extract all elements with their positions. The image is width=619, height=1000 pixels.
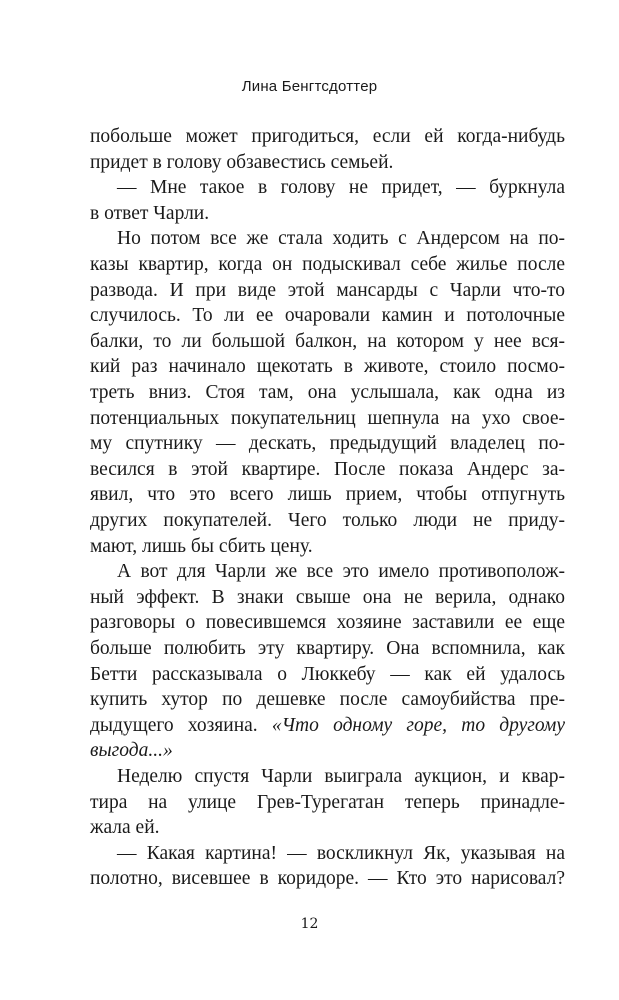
text-line [90, 713, 565, 739]
text-line: случилось. То ли ее очаровали камин и потолочные [90, 305, 565, 327]
text-line: кий раз начинало щекотать в животе, стоило посмо- [90, 356, 565, 378]
text-line: треть вниз. Стоя там, она услышала, как одна из [90, 382, 565, 403]
italic-quote: «Что одному горе, то другому [271, 714, 565, 736]
text-line: в ответ Чарли. [90, 202, 210, 224]
text-line: Неделю спустя Чарли выиграла аукцион, и квар- [117, 766, 565, 787]
text-run: дыдущего хозяина. [90, 714, 272, 736]
text-line: явил, что это всего лишь прием, чтобы отпугнуть [90, 484, 565, 506]
text-line: придет в голову обзавестись семьей. [90, 151, 394, 173]
text-line: других покупателей. Чего только люди не приду- [90, 510, 565, 531]
text-line: разговоры о повесившемся хозяине заставили ее еще [90, 612, 565, 634]
text-line: тира на улице Грев-Турегатан теперь принадле- [90, 791, 565, 813]
text-line: весился в этой квартире. После показа Андерс за- [90, 458, 565, 480]
text-line: купить хутор по дешевке после самоубийства пре- [90, 689, 565, 711]
text-line: мают, лишь бы сбить цену. [90, 535, 313, 557]
text-line: ный эффект. В знаки свыше она не верила, однако [90, 586, 565, 608]
text-line: А вот для Чарли же все это имело противополож- [117, 561, 565, 583]
text-line: Но потом все же стала ходить с Андерсом на по- [117, 228, 565, 250]
text-line: казы квартир, когда он подыскивал себе жилье после [90, 254, 565, 275]
text-line: — Мне такое в голову не придет, — буркнула [117, 177, 565, 199]
running-head: Лина Бенгтсдоттер [241, 78, 378, 95]
text-line: жала ей. [90, 817, 160, 839]
text-line: потенциальных покупательниц шепнула на ухо свое- [90, 407, 565, 429]
text-line [90, 738, 565, 764]
text-line: побольше может пригодиться, если ей когда-нибудь [90, 126, 565, 147]
text-line: больше полюбить эту квартиру. Она вспомнила, как [90, 638, 565, 659]
text-line: полотно, висевшее в коридоре. — Кто это нарисовал? [90, 868, 565, 890]
text-line: балки, то ли большой балкон, на котором у нее вся- [90, 330, 565, 352]
text-line: — Какая картина! — воскликнул Як, указывая на [117, 842, 565, 864]
text-line: развода. И при виде этой мансарды с Чарли что-то [90, 279, 565, 301]
page-number: 12 [300, 916, 319, 932]
text-line: му спутнику — дескать, предыдущий владелец по- [90, 433, 565, 455]
italic-quote: выгода...» [90, 740, 173, 762]
text-line: Бетти рассказывала о Люккебу — как ей удалось [90, 663, 565, 685]
